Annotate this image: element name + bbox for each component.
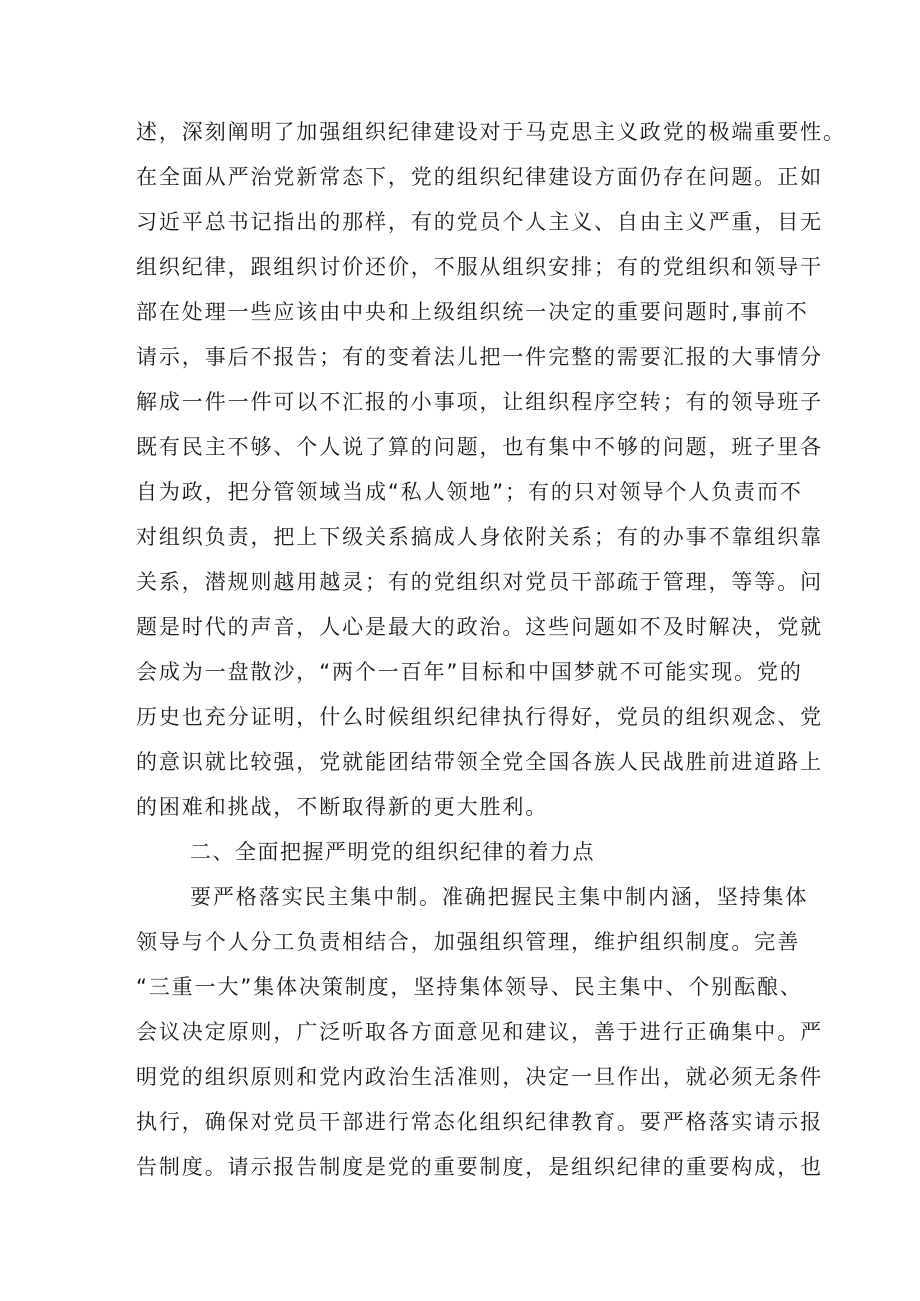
text-line: 要严格落实民主集中制。准确把握民主集中制内涵，坚持集体	[190, 885, 809, 909]
text-line: 既有民主不够、个人说了算的问题，也有集中不够的问题，班子里各	[136, 435, 823, 459]
text-line: 明党的组织原则和党内政治生活准则，决定一旦作出，就必须无条件	[136, 1065, 823, 1089]
text-line: 告制度。请示报告制度是党的重要制度，是组织纪律的重要构成，也	[136, 1155, 823, 1179]
text-line: 领导与个人分工负责相结合，加强组织管理，维护组织制度。完善	[136, 930, 801, 954]
text-line: 述，深刻阐明了加强组织纪律建设对于马克思主义政党的极端重要性。	[136, 120, 846, 144]
text-line: 会成为一盘散沙，“两个一百年”目标和中国梦就不可能实现。党的	[136, 660, 803, 684]
text-line: 对组织负责，把上下级关系搞成人身依附关系；有的办事不靠组织靠	[136, 525, 823, 549]
text-line: 历史也充分证明，什么时候组织纪律执行得好，党员的组织观念、党	[136, 705, 823, 729]
text-line: 部在处理一些应该由中央和上级组织统一决定的重要问题时,事前不	[136, 300, 809, 324]
text-line: 习近平总书记指出的那样，有的党员个人主义、自由主义严重，目无	[136, 210, 823, 234]
text-line: 的意识就比较强，党就能团结带领全党全国各族人民战胜前进道路上	[136, 750, 823, 774]
text-line: 在全面从严治党新常态下，党的组织纪律建设方面仍存在问题。正如	[136, 165, 823, 189]
text-line: 的困难和挑战，不断取得新的更大胜利。	[136, 795, 549, 819]
text-line: 请示，事后不报告；有的变着法儿把一件完整的需要汇报的大事情分	[136, 345, 823, 369]
text-line: “三重一大”集体决策制度，坚持集体领导、民主集中、个别酝酿、	[136, 975, 803, 999]
text-line: 关系，潜规则越用越灵；有的党组织对党员干部疏于管理，等等。问	[136, 570, 823, 594]
text-line: 解成一件一件可以不汇报的小事项，让组织程序空转；有的领导班子	[136, 390, 823, 414]
text-line: 题是时代的声音，人心是最大的政治。这些问题如不及时解决，党就	[136, 615, 823, 639]
text-line: 执行，确保对党员干部进行常态化组织纪律教育。要严格落实请示报	[136, 1110, 823, 1134]
section-heading: 二、全面把握严明党的组织纪律的着力点	[190, 840, 595, 864]
text-line: 会议决定原则，广泛听取各方面意见和建议，善于进行正确集中。严	[136, 1020, 823, 1044]
text-line: 自为政，把分管领域当成“私人领地”；有的只对领导个人负责而不	[136, 480, 803, 504]
text-line: 组织纪律，跟组织讨价还价，不服从组织安排；有的党组织和领导干	[136, 255, 823, 279]
